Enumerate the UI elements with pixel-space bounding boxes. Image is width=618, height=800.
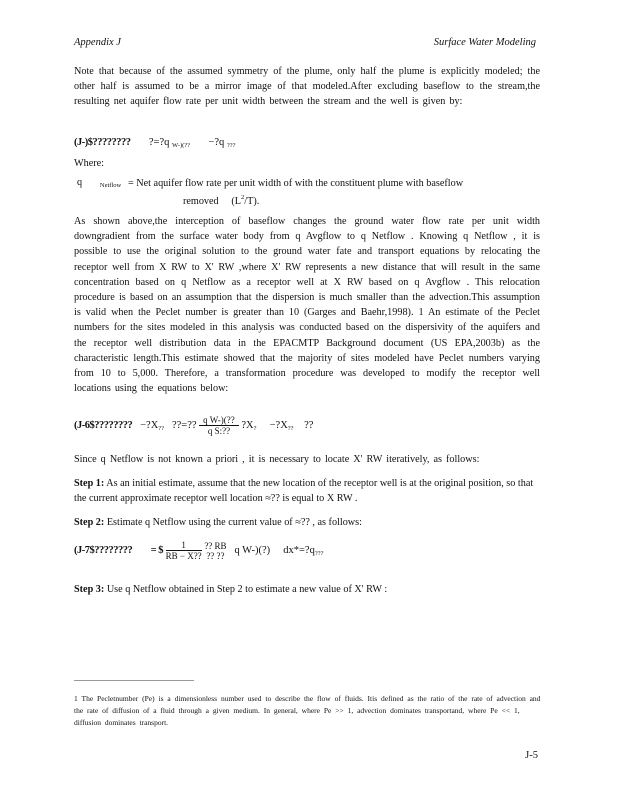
equation-subscript: ??? xyxy=(226,142,236,149)
running-header-right: Surface Water Modeling xyxy=(433,37,536,48)
integral-limits: ?? RB ?? ?? xyxy=(204,540,227,561)
page-number: J-5 xyxy=(525,750,538,761)
step-1 xyxy=(74,476,540,506)
equation-subscript: W-)(?? xyxy=(172,142,191,149)
paragraph-iterative: Since q Netflow is not known a priori , it is necessary to locate X' RW iteratively, as follows: xyxy=(74,454,480,465)
step-text: Use q Netflow obtained in Step 2 to estimate a new value of X' RW : xyxy=(106,584,388,595)
step-label: Step 2: xyxy=(74,517,105,528)
where-label: Where: xyxy=(74,158,104,169)
equation-label: (J-)$???????? xyxy=(74,137,131,148)
footnote-divider xyxy=(74,680,194,681)
paragraph-symmetry: Note that because of the assumed symmetry of the plume, only half the plume is explicitly modeled; the other half is assumed to be a mirror image of that modeled.After excluding baseflow to the stream,the resulting net aquifer flow rate per unit width between the stream and the well is given by: xyxy=(74,66,540,108)
equation-fraction: $\frac{\text{q W-)(??}}{\text{q S:??}}$ xyxy=(199,415,239,436)
step-text: As an initial estimate, assume that the new location of the receptor well is at the original position, so that the current approximate receptor well location ≈?? is equal to X RW . xyxy=(74,478,534,504)
equation-j7: (J-7$???????? = $ $\frac{1}{RB - X??}$ ?? RB ?? ?? q W-)(?) $dx*=?q_{???}$ xyxy=(74,540,324,561)
definition-line: = Net aquifer flow rate per unit width of with the constituent plume with baseflow xyxy=(128,178,464,189)
step-2 xyxy=(74,515,540,530)
equation-tail: −?q xyxy=(208,137,225,148)
step-label: Step 1: xyxy=(74,478,105,489)
definition-text xyxy=(128,177,538,209)
step-label: Step 3: xyxy=(74,584,105,595)
running-header-left: Appendix J xyxy=(74,37,121,48)
step-3 xyxy=(74,582,540,597)
footnote: 1 The Pecletnumber (Pe) is a dimensionless number used to describe the flow of fluids. Itis defined as the ratio of the rate of advection and the rate of diffusion of a fluid through a given medium. In general, where Pe >> 1, advection dominates transportand, where Pe << 1, diffusion dominates transport. xyxy=(74,694,541,727)
paragraph-baseflow: As shown above,the interception of baseflow changes the ground water flow rate per unit width downgradient from the surface water body from q Avgflow to q Netflow . Knowing q Netflow , it is possible to use the original solution to the ground water fate and transport equations by relocating the receptor well from X RW to X' RW ,where X' RW represents a new distance that will result in the same concentration based on q Netflow as a receptor well at X RW based on q Avgflow . This relocation procedure is based on an assumption that the dispersion is much smaller than the advection.This assumption is valid when the Peclet number is greater than 10 (Garges and Baehr,1998). 1 An estimate of the Peclet numbers for the sites modeled in this analysis was conducted based on the dispersivity of the aquifers and the receptor well distribution data in the EPACMTP Background document (US EPA,2003b) as the characteristic length.This estimate showed that the majority of sites modeled have Peclet numbers varying from 10 to 5,000. Therefore, a transformation procedure was developed to modify the receptor well locations using the equations below: xyxy=(74,216,540,395)
equation-j xyxy=(74,137,236,149)
equation-body: ?=?q xyxy=(148,137,170,148)
definition-line: removed $(L^2/T)$. xyxy=(183,194,260,207)
step-text: Estimate q Netflow using the current value of ≈?? , as follows: xyxy=(106,517,362,528)
equation-fraction: $\frac{1}{RB - X??}$ xyxy=(165,540,202,561)
equation-j6: (J-6$???????? $-?X_{??}$ ??=?? $\frac{\text{q W-)(??}}{\text{q S:??}}$ $?X_?$ $-?X_{??}$ ?? xyxy=(74,415,314,436)
definition-term: q $_{Netflow}$ xyxy=(77,177,122,189)
